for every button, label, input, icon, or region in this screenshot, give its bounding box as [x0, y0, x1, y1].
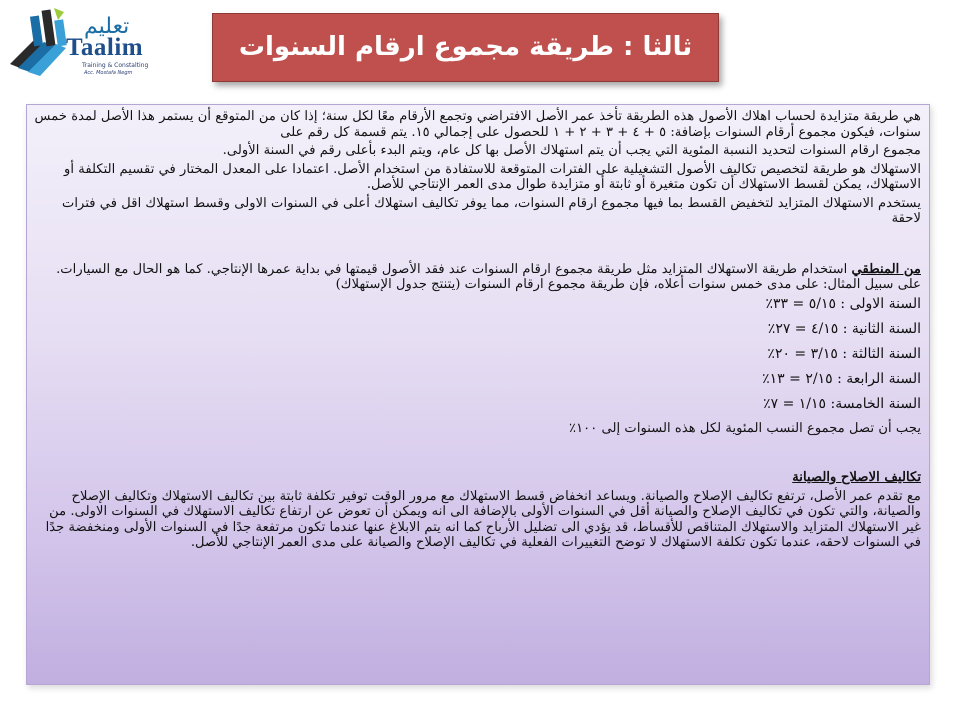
logo-tagline: Training & Constalting	[82, 62, 149, 69]
maintenance-text: مع تقدم عمر الأصل، ترتفع تكاليف الإصلاح والصيانة. ويساعد انخفاض قسط الاستهلاك مع مرور الوقت توفير تكلفة ثابتة بين تكاليف الاستهلاك وتكاليف الإصلاح والصيانة، والتي تكون في تكاليف الإصلاح والصيانة أقل في السنوات الأولى بالإضافة الى انه ويمكن أن تعوض عن ارتفاع تكاليف الاستهلاك في السنوات الاولى. من غير الاستهلاك المتزايد والاستهلاك المتناقص للأقساط، قد يؤدي الى تضليل الأرباح كما انه يتم الابلاغ عنها عندما تكون مرتفعة جدًا في السنوات الأولى ومنخفضة جدًا في السنوات لاحقه، عندما تكون تكلفة الاستهلاك لا توضح التغييرات الفعلية في تكاليف الإصلاح والصيانة على مدى العمر الإنتاجي للأصل.	[45, 488, 921, 550]
logic-text: استخدام طريقة الاستهلاك المتزايد مثل طريقة مجموع ارقام السنوات عند فقد الأصول قيمتها في بداية عمرها الإنتاجي. كما هو الحال مع السيارات. على سبيل المثال: على مدى خمس سنوات أعلاه، فإن طريقة مجموع ارقام السنوات (يتنتج جدول الإستهلاك)	[56, 261, 921, 292]
content-text	[33, 109, 921, 554]
slide-title: ثالثا : طريقة مجموع ارقام السنوات	[238, 32, 693, 62]
paragraph-logic	[33, 262, 921, 293]
logo-author: Acc. Mostafa Negm	[84, 70, 133, 76]
paragraph-percentage: مجموع ارقام السنوات لتحديد النسبة المئوية التي يجب أن يتم استهلاك الأصل بها كل عام، ويتم البدء بأعلى رقم في السنة الأولى.	[222, 143, 921, 158]
taalim-logo	[4, 6, 154, 78]
year-3-rate: السنة الثالثة : ٣/١٥ = ٢٠٪	[767, 345, 921, 362]
year-1-rate: السنة الاولى : ٥/١٥ = ٣٣٪	[765, 295, 921, 312]
year-5-rate: السنة الخامسة: ١/١٥ = ٧٪	[763, 395, 921, 412]
title-banner	[212, 13, 719, 82]
maintenance-heading: تكاليف الاصلاح والصيانة	[792, 470, 921, 485]
paragraph-accelerated: يستخدم الاستهلاك المتزايد لتخفيض القسط بما فيها مجموع ارقام السنوات، مما يوفر تكاليف استهلاك أعلى في السنوات الاولى وقسط استهلاك اقل في فترات لاحقة	[61, 195, 921, 226]
year-4-rate: السنة الرابعة : ٢/١٥ = ١٣٪	[762, 370, 921, 387]
logo-english-text: Taalim	[66, 34, 144, 61]
total-note: يجب أن تصل مجموع النسب المئوية لكل هذه السنوات إلى ١٠٠٪	[569, 420, 921, 436]
content-panel	[26, 104, 930, 685]
paragraph-definition: هي طريقة متزايدة لحساب اهلاك الأصول هذه الطريقة تأخذ عمر الأصل الافتراضي وتجمع الأرقام معًا لكل سنة؛ إذا كان من المتوقع أن يستمر هذا الأصل لمدة خمس سنوات، فيكون مجموع أرقام السنوات بإضافة: ٥ + ٤ + ٣ + ٢ + ١ للحصول على إجمالي ١٥. يتم قسمة كل رقم على	[34, 109, 921, 140]
year-2-rate: السنة الثانية : ٤/١٥ = ٢٧٪	[767, 320, 921, 337]
logic-heading: من المنطقي	[851, 261, 921, 277]
logo-arabic-text: تعليم	[84, 14, 130, 39]
paragraph-depreciation: الاستهلاك هو طريقة لتخصيص تكاليف الأصول التشغيلية على الفترات المتوقعة للاستفادة من استخدام الأصل. اعتمادا على المعدل المختار في تقسيم التكلفة أو الاستهلاك، يمكن لقسط الاستهلاك أن تكون متغيرة أو ثابتة أو متزايدة طوال مدى العمر الإنتاجي للأصل.	[64, 161, 921, 192]
